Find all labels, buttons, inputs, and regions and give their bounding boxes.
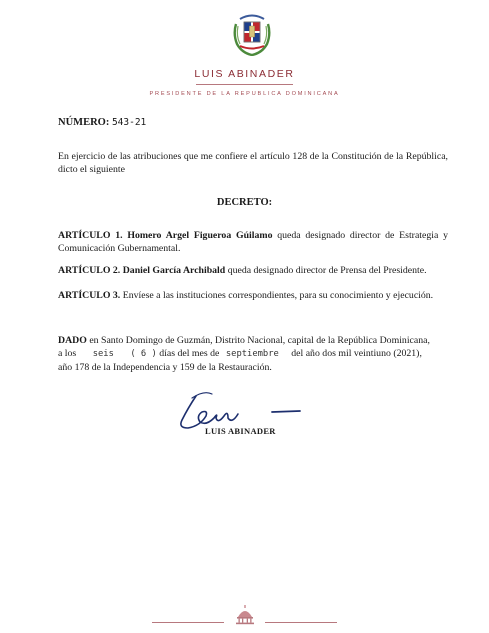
article-3 [58, 289, 448, 302]
article-1-label: ARTÍCULO 1. [58, 230, 123, 241]
dado-line1: en Santo Domingo de Guzmán, Distrito Nacional, capital de la República Dominicana, [89, 335, 430, 346]
article-1-text: queda designado director de Estrategia y Comunicación Gubernamental. [58, 230, 448, 254]
letterhead-title: PRESIDENTE DE LA REPUBLICA DOMINICANA [149, 91, 340, 97]
coat-of-arms-icon [232, 10, 272, 56]
decree-title: DECRETO: [216, 197, 273, 208]
dado-label: DADO [58, 335, 87, 346]
palace-dome-icon [234, 603, 256, 625]
article-1-name: Homero Argel Figueroa Gúilamo [127, 230, 273, 241]
day-word: seis [92, 349, 114, 359]
month: septiembre [225, 349, 279, 359]
year-text: del año dos mil veintiuno (2021), [291, 348, 422, 359]
decree-number-label: NÚMERO: [58, 117, 110, 128]
dado-a-los: a los [58, 348, 77, 359]
letterhead-divider [196, 84, 293, 85]
article-1 [58, 229, 448, 255]
footer-line-left [152, 622, 224, 623]
dado-paragraph [58, 334, 448, 374]
decree-number-value: 543-21 [111, 117, 147, 128]
decree-number [58, 117, 146, 128]
signature-name: LUIS ABINADER [205, 426, 276, 436]
footer-line-right [265, 622, 337, 623]
article-3-text: Envíese a las instituciones correspondientes, para su conocimiento y ejecución. [122, 290, 434, 301]
letterhead-name: LUIS ABINADER [194, 68, 295, 80]
article-2-name: Daniel García Archibald [122, 265, 226, 276]
article-2-label: ARTÍCULO 2. [58, 265, 121, 276]
dias-del-mes: días del mes de [159, 348, 220, 359]
article-2-text: queda designado director de Prensa del Presidente. [227, 265, 427, 276]
day-number: ( 6 ) [130, 349, 157, 359]
article-3-label: ARTÍCULO 3. [58, 290, 121, 301]
dado-line3: año 178 de la Independencia y 159 de la Restauración. [58, 362, 272, 373]
article-2 [58, 264, 448, 277]
preamble: En ejercicio de las atribuciones que me confiere el artículo 128 de la Constitución de la República, dicto el siguiente [58, 151, 448, 175]
